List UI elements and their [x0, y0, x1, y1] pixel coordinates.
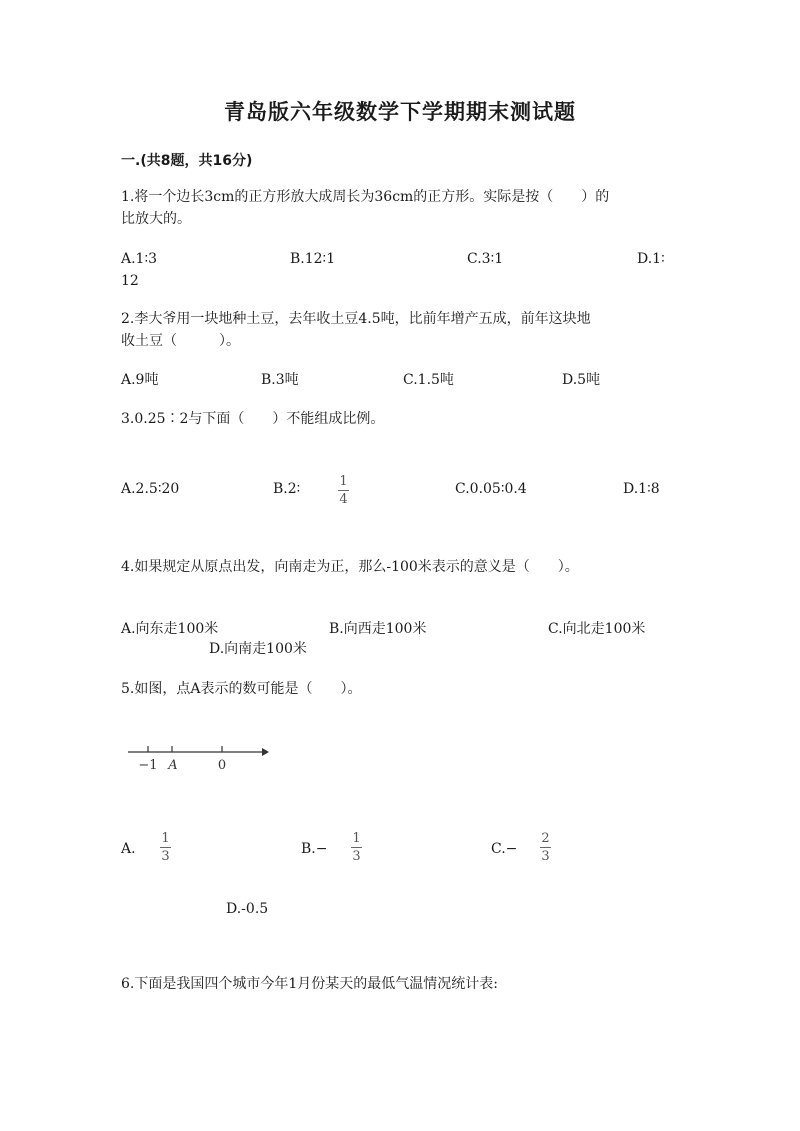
fraction-denominator: 3	[161, 849, 170, 864]
q4-option-d[interactable]: D.向南走100米	[209, 641, 307, 657]
q6-stem: 6.下面是我国四个城市今年1月份某天的最低气温情况统计表:	[121, 976, 498, 992]
q3-option-b-prefix: B.2∶	[273, 481, 301, 497]
fraction-numerator: 1	[352, 831, 361, 846]
section-heading: 一.(共8题，共16分)	[121, 153, 253, 169]
fraction-bar	[540, 847, 551, 848]
fraction-numerator: 1	[161, 831, 170, 846]
arrow-right-icon	[262, 748, 269, 756]
q5-option-b-fraction	[351, 831, 362, 864]
q3-stem: 3.0.25∶2与下面（ ）不能组成比例。	[121, 411, 385, 427]
q4-option-a[interactable]: A.向东走100米	[121, 621, 219, 637]
q1-option-d[interactable]: D.1∶	[637, 251, 665, 267]
q2-option-d[interactable]: D.5吨	[562, 372, 601, 388]
q2-option-c[interactable]: C.1.5吨	[403, 372, 454, 388]
q3-option-a[interactable]: A.2.5∶20	[121, 481, 180, 497]
q1-stem-line1: 1.将一个边长3cm的正方形放大成周长为36cm的正方形。实际是按（ ）的	[121, 189, 610, 205]
q5-option-b-prefix: B.−	[301, 841, 328, 857]
q5-option-d[interactable]: D.-0.5	[226, 901, 269, 917]
page-title: 青岛版六年级数学下学期期末测试题	[224, 100, 576, 124]
fraction-bar	[338, 490, 349, 491]
q3-option-c[interactable]: C.0.05∶0.4	[455, 481, 527, 497]
q1-option-c[interactable]: C.3∶1	[467, 251, 504, 267]
q5-option-a-fraction	[160, 831, 171, 864]
q4-option-c[interactable]: C.向北走100米	[548, 621, 646, 637]
fraction-denominator: 4	[339, 492, 348, 507]
number-line-figure	[126, 740, 272, 776]
fraction-numerator: 1	[339, 474, 348, 489]
q3-option-b-fraction	[338, 474, 349, 507]
fraction-denominator: 3	[352, 849, 361, 864]
fraction-bar	[160, 847, 171, 848]
q3-option-d[interactable]: D.1∶8	[623, 481, 660, 497]
q1-stem-line2: 比放大的。	[121, 211, 191, 227]
q1-option-b[interactable]: B.12∶1	[290, 251, 336, 267]
label-point-a: A	[168, 758, 178, 773]
q2-stem-line2: 收土豆（ ）。	[121, 333, 240, 349]
q5-option-c-prefix: C.−	[491, 841, 518, 857]
q1-option-d-cont: 12	[121, 273, 139, 289]
q2-stem-line1: 2.李大爷用一块地种土豆，去年收土豆4.5吨，比前年增产五成，前年这块地	[121, 311, 591, 327]
q5-option-c-fraction	[540, 831, 551, 864]
fraction-numerator: 2	[541, 831, 550, 846]
label-zero: 0	[217, 758, 227, 773]
fraction-denominator: 3	[541, 849, 550, 864]
q5-stem: 5.如图，点A表示的数可能是（ ）。	[121, 681, 362, 697]
label-minus-one: −1	[138, 758, 158, 773]
q4-stem: 4.如果规定从原点出发，向南走为正，那么-100米表示的意义是（ ）。	[121, 559, 579, 575]
q5-option-a-prefix: A.	[121, 841, 136, 857]
q2-option-a[interactable]: A.9吨	[121, 372, 159, 388]
q1-option-a[interactable]: A.1∶3	[121, 251, 158, 267]
q4-option-b[interactable]: B.向西走100米	[329, 621, 427, 637]
q2-option-b[interactable]: B.3吨	[261, 372, 299, 388]
fraction-bar	[351, 847, 362, 848]
